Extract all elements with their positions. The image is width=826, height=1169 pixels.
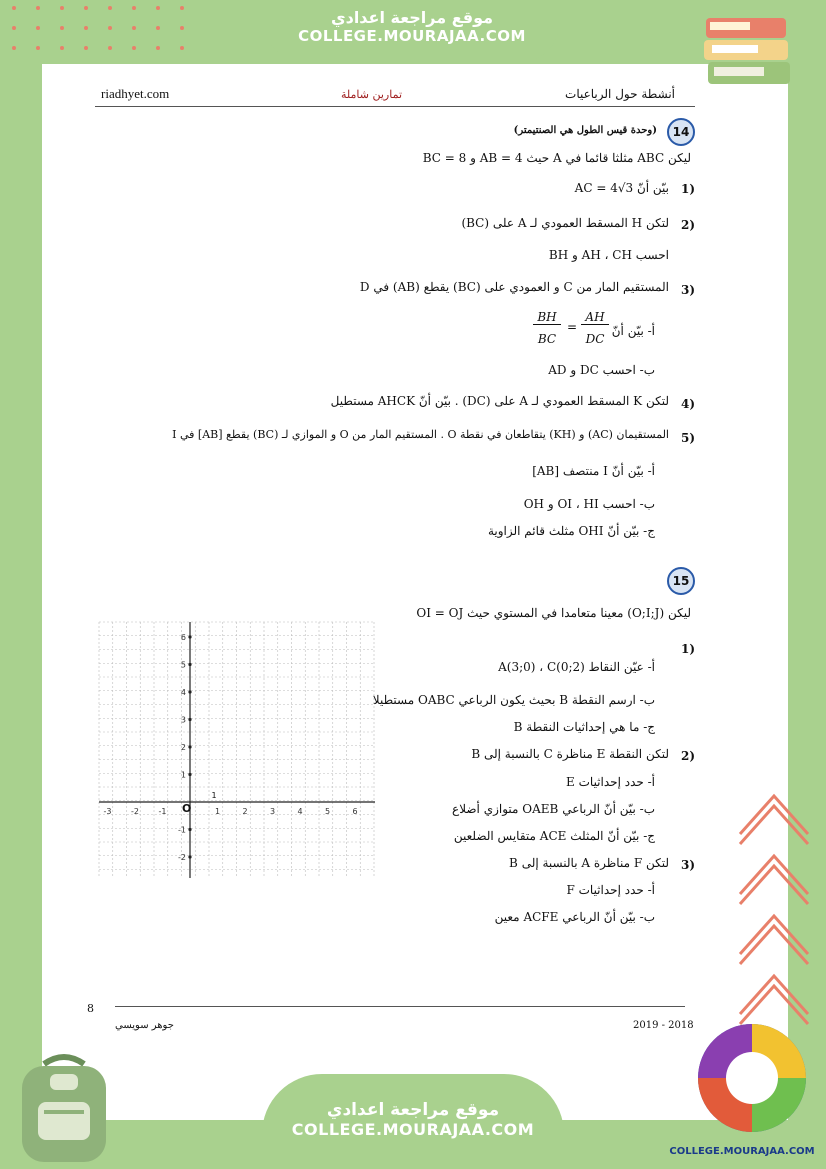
y-tick-mark: [188, 745, 191, 748]
p1a-text: أ- عيّن النقاط A(3;0) ، C(0;2): [498, 660, 655, 674]
unit-label: 1: [211, 791, 217, 800]
y-tick-label: -2: [178, 853, 186, 862]
y-tick-label: 4: [180, 688, 186, 697]
y-tick-label: 2: [180, 743, 186, 752]
y-tick-label: 3: [180, 715, 186, 725]
y-tick-mark: [188, 663, 191, 666]
header-subject: أنشطة حول الرباعيات: [565, 87, 675, 101]
q4-number: 4): [680, 397, 695, 411]
x-tick-label: -2: [131, 807, 139, 816]
logo-caption[interactable]: COLLEGE.MOURAJAA.COM: [669, 1146, 815, 1157]
bottom-banner-arabic: موقع مراجعة اعدادي: [326, 1100, 500, 1120]
x-tick-label: 5: [324, 807, 331, 816]
p3b-text: ب- بيّن أنّ الرباعي ACFE معين: [494, 910, 655, 924]
q2-text: لتكن H المسقط العمودي لـ A على (BC): [461, 216, 669, 230]
exercise-14-intro: ليكن ABC مثلثا قائما في A حيث AB = 4 و BC = 8: [422, 151, 691, 165]
q2b-text: احسب AH ، CH و BH: [548, 248, 669, 262]
backpack-icon: [14, 1050, 114, 1165]
q3-text: المستقيم المار من C و العمودي على (BC) يقطع (AB) في D: [359, 280, 669, 294]
x-tick-label: 1: [214, 807, 221, 816]
x-tick-label: 6: [352, 807, 358, 816]
frac1-denominator: BC: [537, 332, 557, 346]
footer-author: جوهر سويسي: [115, 1020, 174, 1031]
left-green-strip: [0, 0, 42, 1169]
q5-text: المستقيمان (AC) و (KH) يتقاطعان في نقطة O . المستقيم المار من O و الموازي لـ (BC) يقطع [AB] في I: [172, 428, 669, 441]
footer-page-number: 8: [87, 1002, 94, 1015]
p2b-text: ب- بيّن أنّ الرباعي OAEB متوازي أضلاع: [452, 802, 655, 816]
q1-text: بيّن أنّ AC = 4√3: [574, 181, 669, 195]
p2-text: لتكن النقطة E مناظرة C بالنسبة إلى B: [471, 747, 669, 761]
frac2-numerator: AH: [581, 310, 609, 325]
p3a-text: أ- حدد إحداثيات F: [566, 883, 655, 897]
site-logo-icon: [692, 1020, 814, 1140]
exercise-15-intro: ليكن (O;I;J) معينا متعامدا في المستوي حيث OI = OJ: [416, 606, 691, 620]
q1-number: 1): [680, 182, 695, 196]
bottom-banner: [262, 1074, 564, 1169]
decorative-dots: [0, 0, 210, 60]
header-section: تمارين شاملة: [341, 88, 403, 101]
frac2-denominator: DC: [585, 332, 605, 346]
exercise-14-badge: 14: [667, 118, 695, 146]
q5a-text: أ- بيّن أنّ I منتصف [AB]: [532, 464, 655, 478]
p2-number: 2): [680, 749, 695, 763]
top-banner-arabic: موقع مراجعة اعدادي: [330, 8, 494, 27]
footer-line: [115, 1006, 685, 1007]
exercise-15-badge: 15: [667, 567, 695, 595]
q2-number: 2): [680, 218, 695, 232]
y-tick-label: 1: [180, 770, 186, 780]
coordinate-grid: [95, 620, 380, 880]
y-tick-label: -1: [178, 825, 186, 835]
origin-label: O: [182, 802, 192, 815]
y-tick-mark: [188, 718, 191, 721]
p3-number: 3): [680, 858, 695, 872]
frac1-numerator: BH: [533, 310, 561, 325]
y-tick-mark: [188, 855, 191, 858]
y-tick-label: 6: [180, 633, 186, 642]
x-tick-label: -3: [103, 807, 112, 816]
x-tick-label: 2: [242, 807, 248, 816]
books-icon: [700, 10, 800, 95]
y-tick-mark: [188, 828, 191, 831]
y-tick-label: 5: [180, 660, 186, 670]
q5c-text: ج- بيّن أنّ OHI مثلث قائم الزاوية: [487, 524, 655, 538]
x-tick-label: 4: [297, 807, 303, 816]
header-site[interactable]: riadhyet.com: [101, 86, 170, 101]
q5b-text: ب- احسب OI ، HI و OH: [523, 497, 655, 511]
p2c-text: ج- بيّن أنّ المثلث ACE متقايس الضلعين: [453, 829, 655, 843]
top-banner: [264, 0, 560, 62]
top-banner-url[interactable]: COLLEGE.MOURAJAA.COM: [298, 27, 526, 45]
p1c-text: ج- ما هي إحداثيات النقطة B: [513, 720, 655, 734]
worksheet-page: [87, 80, 695, 1040]
bottom-banner-url[interactable]: COLLEGE.MOURAJAA.COM: [291, 1120, 535, 1139]
p1-number: 1): [680, 642, 695, 656]
q4-text: لتكن K المسقط العمودي لـ A على (DC) . بيّن أنّ AHCK مستطيل: [330, 394, 669, 408]
footer-year: 2019 - 2018: [633, 1020, 694, 1031]
page-header: [95, 86, 695, 107]
exercise-14-title: (وحدة قيس الطول هي الصنتيمتر): [513, 125, 657, 136]
y-tick-mark: [188, 690, 191, 693]
q3-number: 3): [680, 283, 695, 297]
x-tick-label: -1: [158, 807, 167, 816]
y-tick-mark: [188, 635, 191, 638]
q3a-prefix: أ- بيّن أنّ: [611, 324, 655, 338]
p2a-text: أ- حدد إحداثيات E: [566, 775, 655, 789]
q3a-fractions: BH BC = AH DC: [533, 310, 643, 354]
x-tick-label: 3: [269, 807, 276, 816]
y-tick-mark: [188, 773, 191, 776]
chevron-decoration-icon: [734, 790, 818, 1030]
q5-number: 5): [680, 431, 695, 445]
q3b-text: ب- احسب DC و AD: [548, 363, 655, 377]
p3-text: لتكن F مناظرة A بالنسبة إلى B: [509, 856, 669, 870]
p1b-text: ب- ارسم النقطة B بحيث يكون الرباعي OABC مستطيلا: [372, 693, 655, 707]
